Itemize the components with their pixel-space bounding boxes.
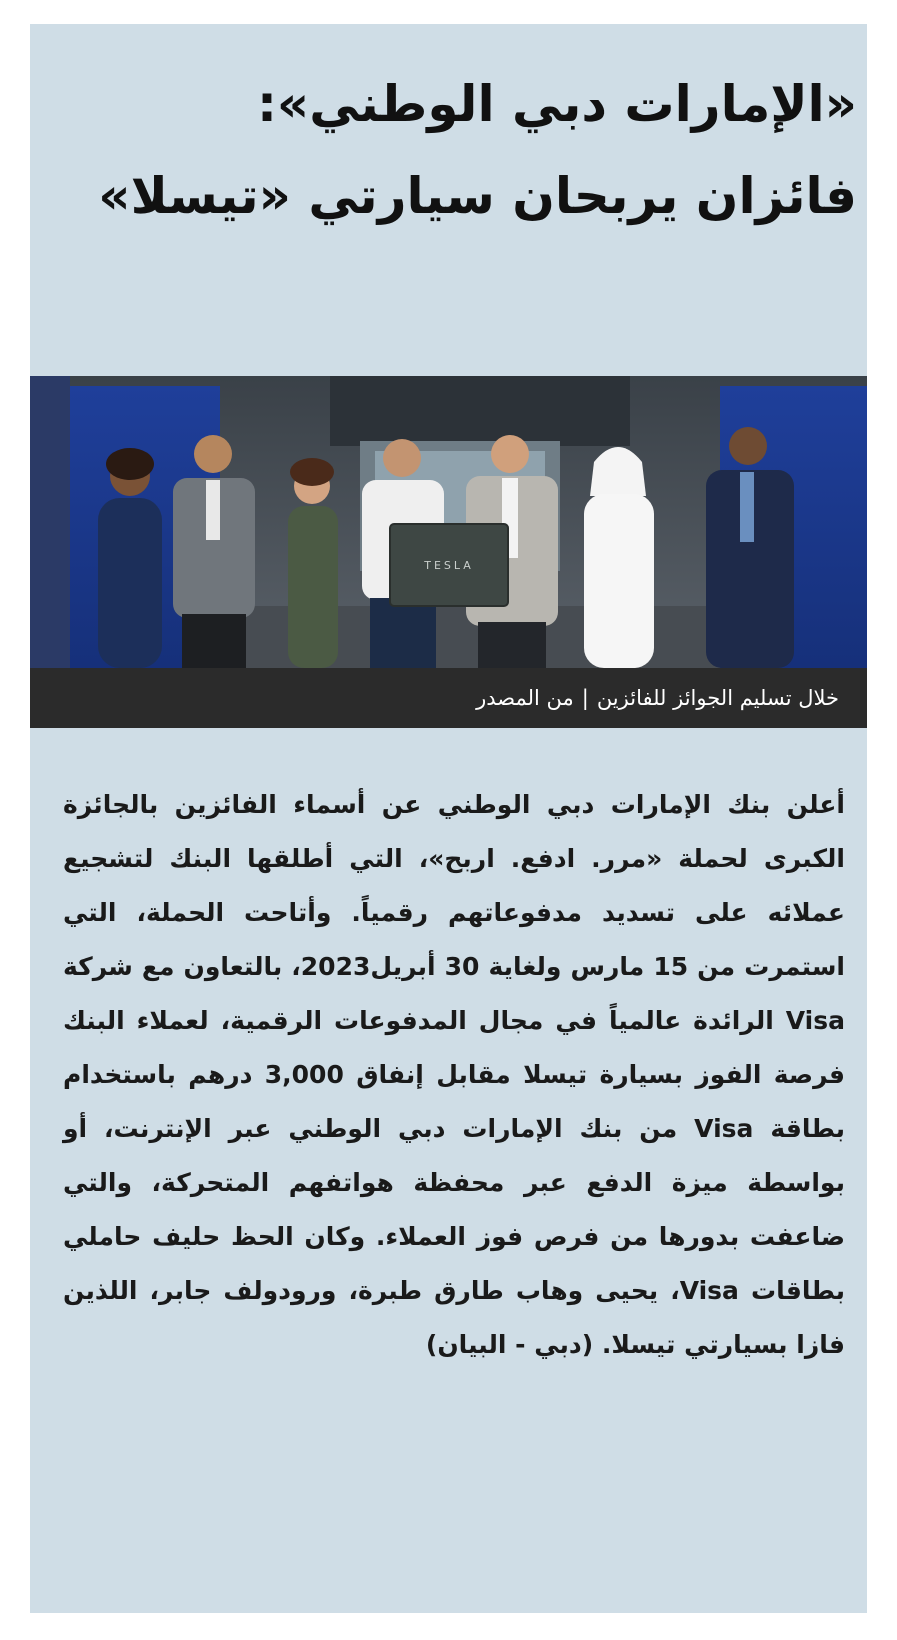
- headline: «الإمارات دبي الوطني»: فائزان يربحان سيارتي «تيسلا»: [98, 75, 857, 225]
- caption-text: خلال تسليم الجوائز للفائزين: [596, 686, 839, 710]
- tesla-card-label: TESLA: [424, 559, 474, 572]
- person: [584, 447, 654, 668]
- article-body: أعلن بنك الإمارات دبي الوطني عن أسماء الفائزين بالجائزة الكبرى لحملة «مرر. ادفع. اربح»، التي أطلقها البنك لتشجيع عملائه على تسديد مدفوعاتهم رقمياً. وأتاحت الحملة، التي استمرت من 15 مارس ولغاية 30 أبريل2023، بالتعاون مع شركة Visa الرائدة عالمياً في مجال المدفوعات الرقمية، لعملاء البنك فرصة الفوز بسيارة تيسلا مقابل إنفاق 3,000 درهم باستخدام بطاقة Visa من بنك الإمارات دبي الوطني عبر الإنترنت، أو بواسطة ميزة الدفع عبر محفظة هواتفهم المتحركة، والتي ضاعفت بدورها من فرص فوز العملاء. وكان الحظ حليف حاملي بطاقات Visa، يحيى وهاب طارق طبرة، ورودولف جابر، اللذين فازا بسيارتي تيسلا. (دبي - البيان): [63, 790, 845, 1359]
- caption-separator: |: [581, 686, 589, 710]
- photo-caption: [30, 668, 867, 728]
- caption-source: من المصدر: [476, 686, 574, 710]
- news-photo: [30, 376, 867, 668]
- tesla-prize-card: [390, 524, 508, 606]
